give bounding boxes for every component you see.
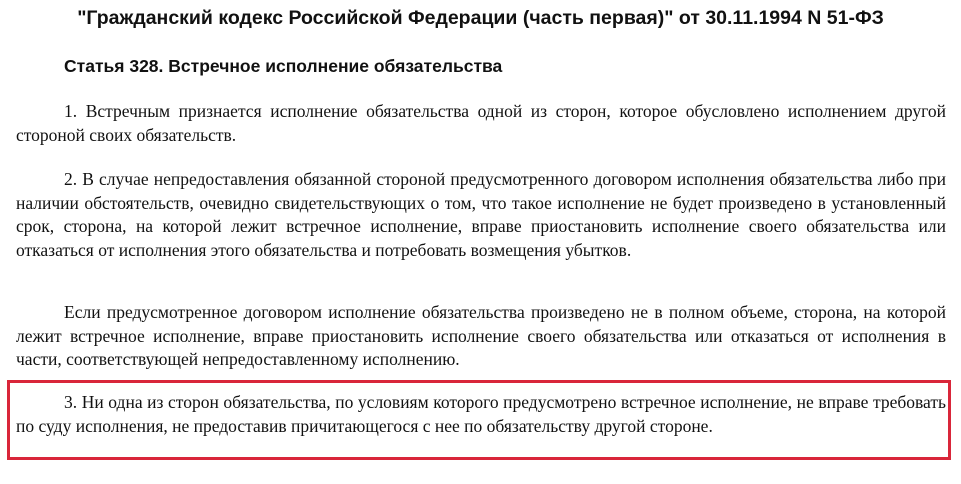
paragraph-2: 2. В случае непредоставления обязанной стороной предусмотренного договором исполнения обязательства либо при наличии обстоятельств, очевидно свидетельствующих о том, что такое исполнение не будет произведено в установленный срок, сторона, на которой лежит встречное исполнение, вправе приостановить исполнение своего обязательства или отказаться от исполнения этого обязательства и потребовать возмещения убытков. bbox=[16, 169, 946, 260]
paragraph-2-continuation: Если предусмотренное договором исполнение обязательства произведено не в полном объеме, сторона, на которой лежит встречное исполнение, вправе приостановить исполнение своего обязательства или отказаться от исполнения в части, соответствующей непредоставленному исполнению. bbox=[16, 302, 946, 369]
paragraph-3-highlighted: 3. Ни одна из сторон обязательства, по условиям которого предусмотрено встречное исполнение, не вправе требовать по суду исполнения, не предоставив причитающегося с нее по обязательству другой стороне. bbox=[16, 392, 946, 436]
paragraph-1: 1. Встречным признается исполнение обязательства одной из сторон, которое обусловлено исполнением другой стороной своих обязательств. bbox=[16, 101, 946, 145]
document-title: "Гражданский кодекс Российской Федерации (часть первая)" от 30.11.1994 N 51-ФЗ bbox=[77, 7, 884, 29]
article-title: Статья 328. Встречное исполнение обязательства bbox=[64, 56, 503, 76]
